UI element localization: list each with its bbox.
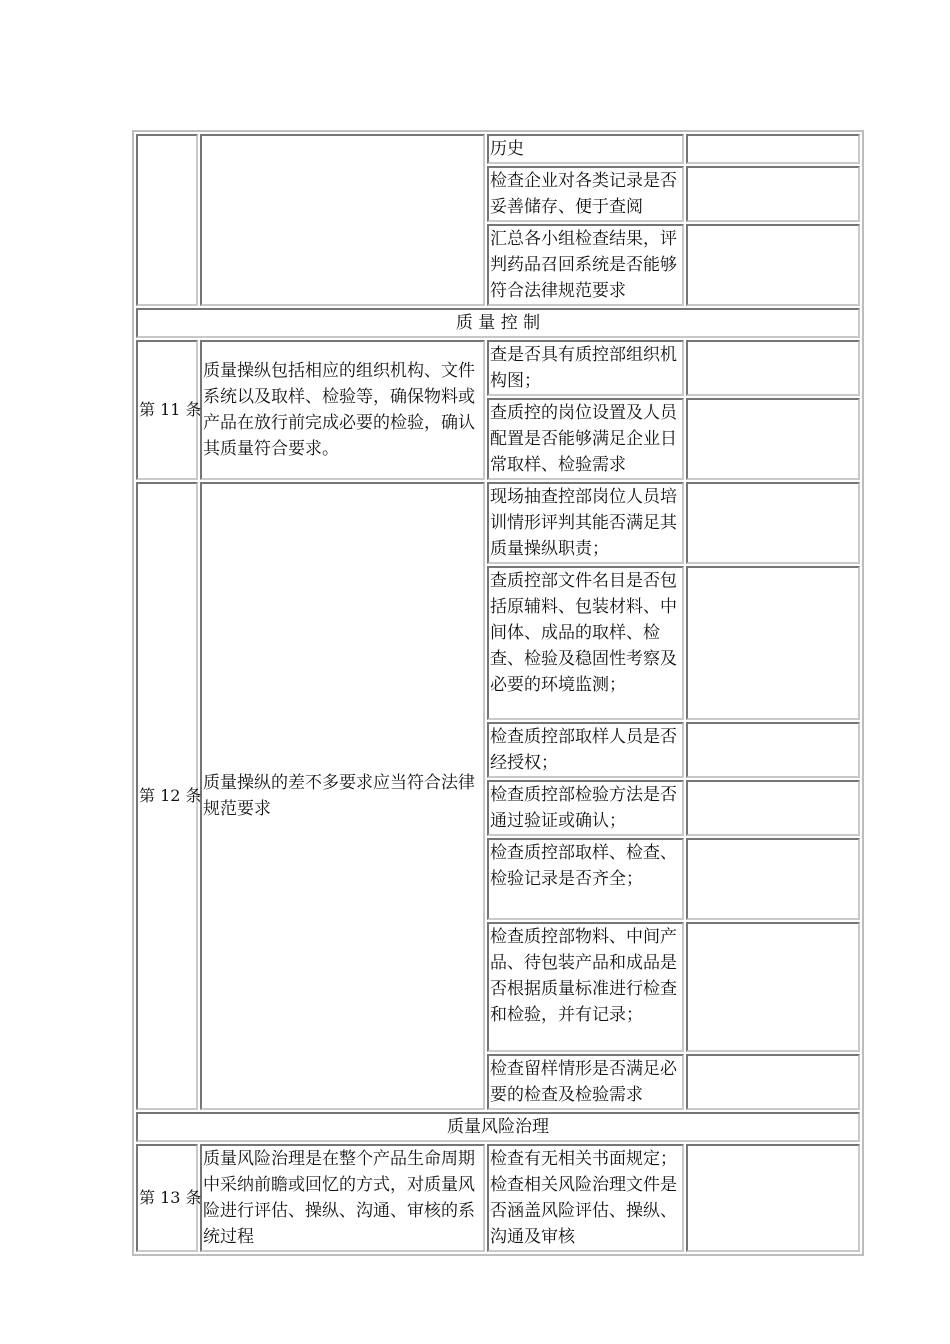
check-item: 检查质控部取样、检查、检验记录是否齐全；	[487, 838, 684, 920]
result-cell	[686, 922, 860, 1052]
article-number: 第 12 条	[136, 482, 198, 1110]
check-item: 查质控的岗位设置及人员配置是否能够满足企业日常取样、检验需求	[487, 398, 684, 480]
check-item: 检查质控部取样人员是否经授权；	[487, 722, 684, 778]
requirement-text: 质量操纵的差不多要求应当符合法律规范要求	[200, 482, 485, 1110]
result-cell	[686, 1054, 860, 1110]
result-cell	[686, 780, 860, 836]
result-cell	[686, 722, 860, 778]
check-item: 检查企业对各类记录是否妥善储存、便于查阅	[487, 166, 684, 222]
section-title-quality-control: 质 量 控 制	[136, 308, 860, 338]
check-item: 现场抽查控部岗位人员培训情形评判其能否满足其质量操纵职责；	[487, 482, 684, 564]
check-item: 历史	[487, 134, 684, 164]
check-item: 检查质控部物料、中间产品、待包装产品和成品是否根据质量标准进行检查和检验，并有记录；	[487, 922, 684, 1052]
article-cell-empty	[136, 134, 198, 306]
article-number: 第 11 条	[136, 340, 198, 480]
result-cell	[686, 566, 860, 720]
requirement-text: 质量风险治理是在整个产品生命周期中采纳前瞻或回忆的方式，对质量风险进行评估、操纵、沟通、审核的系统过程	[200, 1144, 485, 1252]
check-item: 汇总各小组检查结果，评判药品召回系统是否能够符合法律规范要求	[487, 224, 684, 306]
check-item: 查质控部文件名目是否包括原辅料、包装材料、中间体、成品的取样、检查、检验及稳固性考察及必要的环境监测；	[487, 566, 684, 720]
table-row	[136, 134, 860, 164]
requirement-text: 质量操纵包括相应的组织机构、文件系统以及取样、检验等，确保物料或产品在放行前完成必要的检验，确认其质量符合要求。	[200, 340, 485, 480]
result-cell	[686, 398, 860, 480]
section-title-risk-management: 质量风险治理	[136, 1112, 860, 1142]
table-row	[136, 482, 860, 564]
check-item: 检查留样情形是否满足必要的检查及检验需求	[487, 1054, 684, 1110]
result-cell	[686, 166, 860, 222]
article-number: 第 13 条	[136, 1144, 198, 1252]
result-cell	[686, 1144, 860, 1252]
section-row	[136, 308, 860, 338]
requirement-cell-empty	[200, 134, 485, 306]
result-cell	[686, 340, 860, 396]
section-row	[136, 1112, 860, 1142]
check-item: 查是否具有质控部组织机构图；	[487, 340, 684, 396]
inspection-table-wrapper	[132, 130, 864, 1256]
check-item: 检查质控部检验方法是否通过验证或确认；	[487, 780, 684, 836]
table-row	[136, 1144, 860, 1252]
check-item: 检查有无相关书面规定；检查相关风险治理文件是否涵盖风险评估、操纵、沟通及审核	[487, 1144, 684, 1252]
inspection-table	[132, 130, 864, 1256]
table-row	[136, 340, 860, 396]
result-cell	[686, 838, 860, 920]
result-cell	[686, 134, 860, 164]
result-cell	[686, 224, 860, 306]
result-cell	[686, 482, 860, 564]
